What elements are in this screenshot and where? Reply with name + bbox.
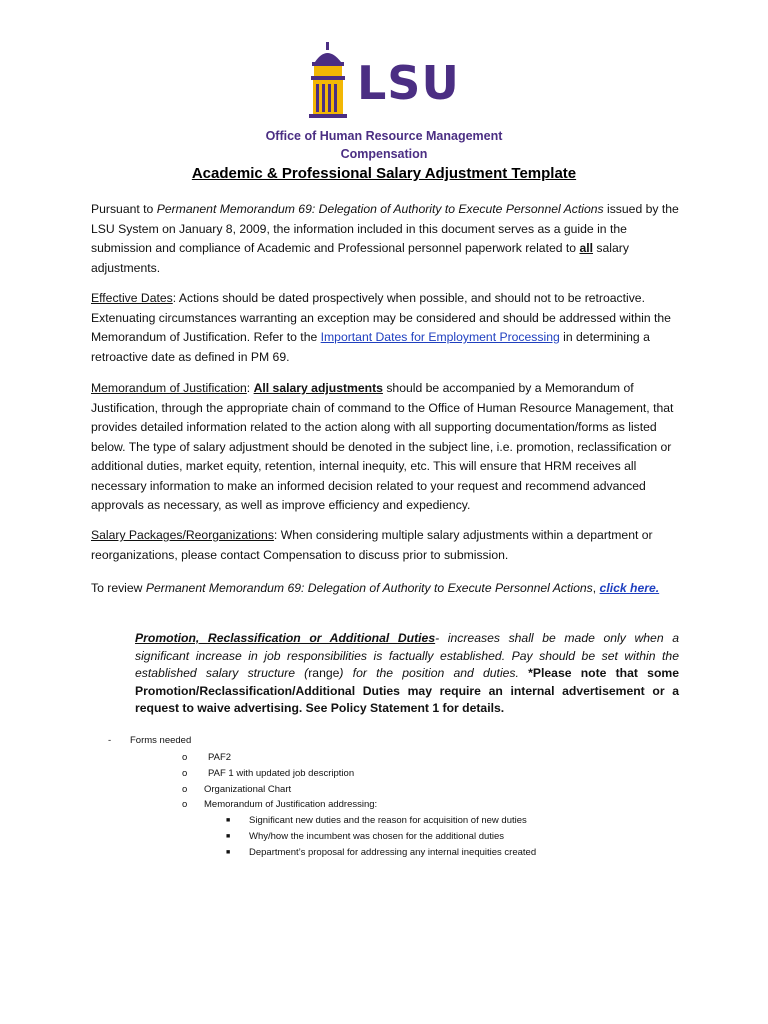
memorandum-colon: :: [246, 381, 254, 395]
document-title: Academic & Professional Salary Adjustment Template: [191, 165, 577, 182]
department-name: Compensation: [340, 147, 428, 161]
pm69-title-2: Permanent Memorandum 69: Delegation of Authority to Execute Personnel Actions: [145, 581, 593, 595]
list-item: [130, 768, 354, 779]
effective-dates-paragraph: [91, 289, 681, 367]
square-bullet: ■: [226, 849, 231, 856]
review-comma: ,: [592, 581, 600, 595]
form-item: PAF 1 with updated job description: [208, 768, 355, 779]
effective-dates-text-1: : Actions should be dated prospectively when possible, and should not to be retroactive. Extenuating circumstances warranting an exception may be considered and should be addressed within the Memorandum of Justification. Refer to the: [91, 291, 671, 344]
important-dates-link[interactable]: Important Dates for Employment Processing: [320, 330, 560, 344]
all-emphasis: all: [579, 241, 594, 255]
list-item: [130, 831, 504, 842]
square-bullet: ■: [226, 817, 231, 824]
form-item: Organizational Chart: [204, 784, 292, 795]
form-subitem: Department’s proposal for addressing any internal inequities created: [249, 847, 537, 858]
list-item: [108, 735, 192, 746]
form-item: Memorandum of Justification addressing:: [204, 799, 378, 810]
intro-text-1: Pursuant to: [91, 202, 157, 216]
dash-bullet: -: [108, 735, 112, 746]
lsu-logo: [305, 40, 475, 120]
intro-paragraph: [91, 200, 681, 278]
promotion-section: [135, 630, 679, 718]
memorandum-text: should be accompanied by a Memorandum of Justification, through the appropriate chain of command to the Office of Human Resource Management, that provides detailed information related to the action along with all supporting documentation/forms as listed below. The type of salary adjustment should be denoted in the subject line, i.e. promotion, reclassification or additional duties, market equity, retention, internal inequity, etc. This will ensure that HRM receives all necessary information to make an informed decision related to your request and recommend advanced approvals as necessary, as well as improve efficiency and expediency.: [91, 381, 674, 512]
form-item: PAF2: [208, 752, 232, 763]
circle-bullet: o: [182, 752, 188, 763]
effective-dates-label: Effective Dates: [91, 291, 173, 305]
lsu-tower-icon: [305, 40, 355, 120]
circle-bullet: o: [182, 799, 188, 810]
promotion-note: *Please note that some Promotion/Reclassification/Additional Duties may require an internal advertisement or a request to waive advertising. See Policy Statement 1 for details.: [135, 666, 680, 715]
promotion-text-1: - increases shall be made only when a significant increase in job responsibilities is factually established. Pay should be set within the established salary structure (: [135, 631, 679, 680]
effective-dates-text-2: in determining a retroactive date as defined in PM 69.: [91, 330, 650, 364]
circle-bullet: o: [182, 784, 188, 795]
intro-text-3: salary adjustments.: [91, 241, 629, 275]
intro-text-2: issued by the LSU System on January 8, 2009, the information included in this document serves as a guide in the submission and compliance of Academic and Professional personnel paperwork related to: [91, 202, 679, 255]
click-here-link[interactable]: click here.: [599, 581, 660, 595]
office-name: Office of Human Resource Management: [265, 129, 503, 143]
list-item: [130, 752, 231, 763]
forms-needed-label: Forms needed: [130, 735, 192, 746]
list-item: [130, 815, 527, 826]
salary-packages-label: Salary Packages/Reorganizations: [91, 528, 274, 542]
memorandum-label: Memorandum of Justification: [91, 381, 247, 395]
list-item: [130, 799, 377, 810]
all-salary-adjustments-emphasis: All salary adjustments: [253, 381, 383, 395]
form-subitem: Why/how the incumbent was chosen for the additional duties: [249, 831, 505, 842]
list-item: [130, 847, 536, 858]
lsu-logo-text: LSU: [357, 56, 460, 110]
list-item: [130, 784, 291, 795]
salary-packages-paragraph: [91, 526, 681, 565]
promotion-heading: Promotion, Reclassification or Additional Duties: [135, 631, 436, 645]
form-subitem: Significant new duties and the reason for acquisition of new duties: [249, 815, 527, 826]
salary-packages-text: : When considering multiple salary adjustments within a department or reorganizations, please contact Compensation to discuss prior to submission.: [91, 528, 653, 562]
range-term: range: [308, 666, 340, 680]
review-paragraph: [91, 579, 681, 599]
memorandum-paragraph: [91, 379, 681, 516]
promotion-text-2: ) for the position and duties.: [339, 666, 529, 680]
pm69-title: Permanent Memorandum 69: Delegation of Authority to Execute Personnel Actions: [156, 202, 604, 216]
review-text: To review: [91, 581, 146, 595]
square-bullet: ■: [226, 833, 231, 840]
circle-bullet: o: [182, 768, 188, 779]
